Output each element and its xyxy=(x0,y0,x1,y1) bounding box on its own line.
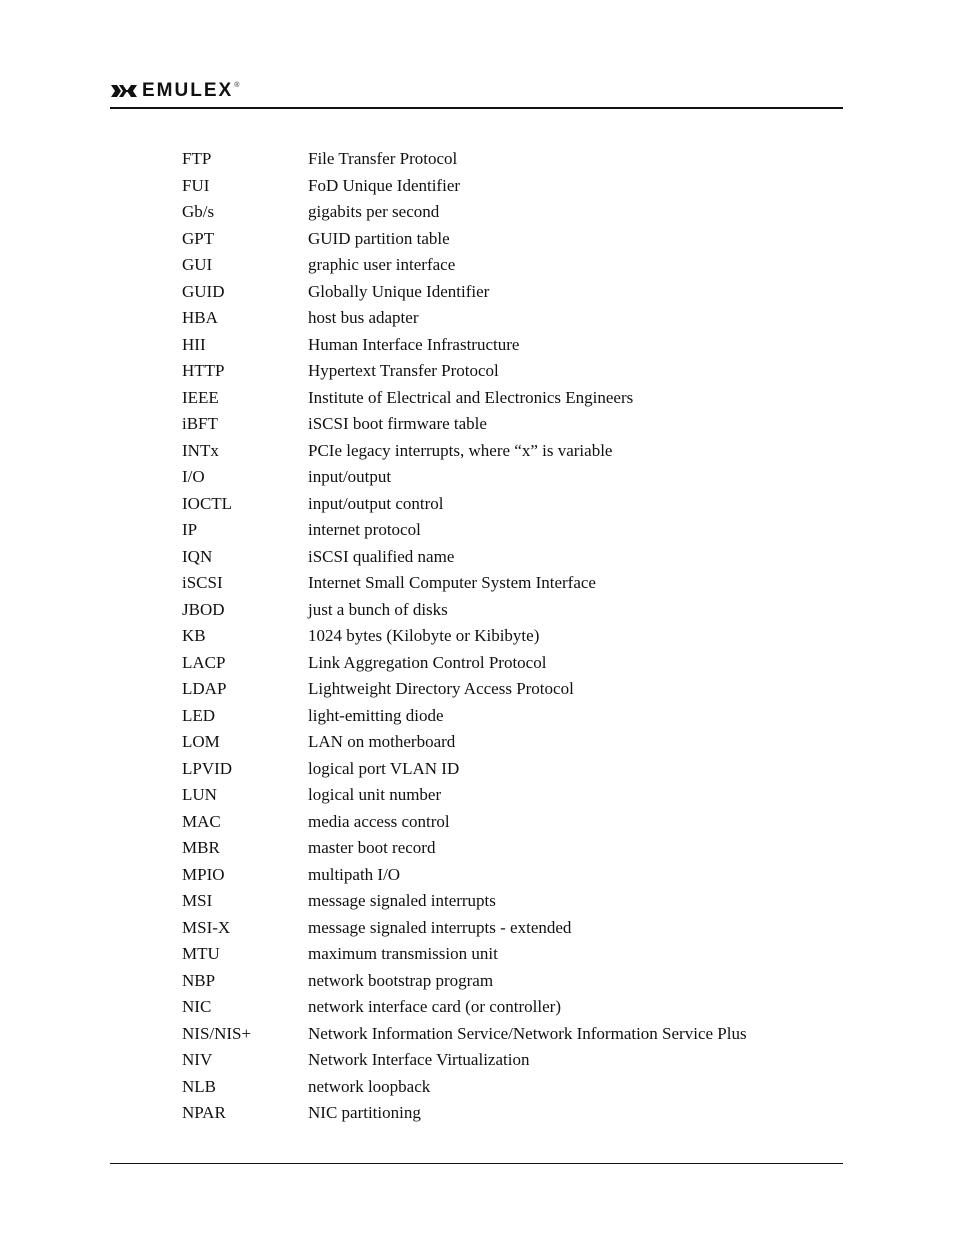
glossary-definition: GUID partition table xyxy=(308,228,450,248)
glossary-definition: network interface card (or controller) xyxy=(308,997,561,1016)
glossary-definition: Globally Unique Identifier xyxy=(308,281,490,301)
glossary-term: Gb/s xyxy=(182,202,215,221)
glossary-term: MTU xyxy=(182,944,220,963)
glossary-term: NPAR xyxy=(182,1103,226,1122)
glossary-row xyxy=(182,994,832,1021)
glossary-row xyxy=(182,809,832,836)
glossary-term: MSI-X xyxy=(182,917,231,937)
glossary-term: FUI xyxy=(182,175,210,195)
emulex-logo xyxy=(110,80,239,102)
glossary-definition: 1024 bytes (Kilobyte or Kibibyte) xyxy=(308,626,540,645)
glossary-term: IEEE xyxy=(182,387,219,407)
glossary-row xyxy=(182,597,832,624)
glossary-definition: media access control xyxy=(308,811,450,831)
glossary-term: iSCSI xyxy=(182,573,223,592)
glossary-row xyxy=(182,756,832,783)
glossary-row xyxy=(182,411,832,438)
glossary-definition: Lightweight Directory Access Protocol xyxy=(308,679,574,698)
glossary-definition: network loopback xyxy=(308,1076,431,1096)
glossary-term: HII xyxy=(182,334,206,354)
glossary-row xyxy=(182,1074,832,1101)
glossary-row xyxy=(182,1021,832,1048)
glossary-definition: gigabits per second xyxy=(308,202,440,221)
emulex-logo-text: EMULEX xyxy=(142,80,234,101)
glossary-term: NIV xyxy=(182,1050,213,1069)
glossary-term: MPIO xyxy=(182,864,225,884)
glossary-row xyxy=(182,385,832,412)
glossary-term: iBFT xyxy=(182,414,218,433)
glossary-term: LUN xyxy=(182,785,217,804)
glossary-definition: input/output control xyxy=(308,493,444,513)
glossary-definition: internet protocol xyxy=(308,520,421,539)
glossary-definition: Network Information Service/Network Information Service Plus xyxy=(308,1023,747,1043)
glossary-row xyxy=(182,279,832,306)
glossary-term: INTx xyxy=(182,440,219,460)
glossary-definition: network bootstrap program xyxy=(308,970,494,990)
glossary-term: JBOD xyxy=(182,599,225,619)
glossary-definition: light-emitting diode xyxy=(308,705,444,725)
glossary-term: IP xyxy=(182,520,198,539)
glossary-row xyxy=(182,146,832,173)
glossary-row xyxy=(182,305,832,332)
glossary-term: IOCTL xyxy=(182,493,233,513)
glossary-definition: Institute of Electrical and Electronics Engineers xyxy=(308,387,634,407)
glossary-definition: iSCSI boot firmware table xyxy=(308,414,487,433)
glossary-row xyxy=(182,650,832,677)
glossary-row xyxy=(182,173,832,200)
glossary-list xyxy=(182,146,832,1127)
glossary-term: NBP xyxy=(182,970,216,990)
glossary-definition: master boot record xyxy=(308,838,436,857)
glossary-row xyxy=(182,438,832,465)
glossary-row xyxy=(182,968,832,995)
glossary-term: LOM xyxy=(182,732,220,751)
glossary-row xyxy=(182,252,832,279)
glossary-row xyxy=(182,358,832,385)
glossary-row xyxy=(182,729,832,756)
glossary-term: NIC xyxy=(182,997,212,1016)
glossary-row xyxy=(182,544,832,571)
glossary-row xyxy=(182,517,832,544)
footer-divider xyxy=(110,1163,843,1164)
glossary-row xyxy=(182,941,832,968)
header-divider xyxy=(110,107,843,109)
glossary-term: FTP xyxy=(182,149,212,168)
glossary-definition: FoD Unique Identifier xyxy=(308,175,461,195)
glossary-definition: Hypertext Transfer Protocol xyxy=(308,361,499,380)
glossary-row xyxy=(182,1100,832,1127)
glossary-definition: PCIe legacy interrupts, where “x” is variable xyxy=(308,440,613,460)
glossary-term: HTTP xyxy=(182,361,225,380)
glossary-term: KB xyxy=(182,626,206,645)
glossary-term: NIS/NIS+ xyxy=(182,1023,252,1043)
glossary-definition: logical unit number xyxy=(308,785,442,804)
glossary-row xyxy=(182,703,832,730)
glossary-definition: Network Interface Virtualization xyxy=(308,1050,530,1069)
glossary-definition: message signaled interrupts - extended xyxy=(308,917,572,937)
glossary-definition: just a bunch of disks xyxy=(308,599,448,619)
glossary-definition: NIC partitioning xyxy=(308,1103,421,1122)
glossary-term: LPVID xyxy=(182,758,233,778)
glossary-term: MSI xyxy=(182,891,213,910)
glossary-definition: Internet Small Computer System Interface xyxy=(308,573,596,592)
glossary-term: LDAP xyxy=(182,679,227,698)
glossary-term: GPT xyxy=(182,228,215,248)
glossary-row xyxy=(182,1047,832,1074)
glossary-definition: host bus adapter xyxy=(308,308,419,327)
glossary-row xyxy=(182,226,832,253)
glossary-row xyxy=(182,915,832,942)
glossary-term: HBA xyxy=(182,308,218,327)
glossary-row xyxy=(182,199,832,226)
glossary-definition: multipath I/O xyxy=(308,864,401,884)
glossary-definition: logical port VLAN ID xyxy=(308,758,460,778)
glossary-term: LED xyxy=(182,705,216,725)
glossary-row xyxy=(182,676,832,703)
glossary-definition: graphic user interface xyxy=(308,255,456,274)
glossary-row xyxy=(182,835,832,862)
glossary-row xyxy=(182,464,832,491)
glossary-row xyxy=(182,332,832,359)
glossary-definition: File Transfer Protocol xyxy=(308,149,458,168)
trademark-symbol: ® xyxy=(234,81,240,89)
glossary-definition: maximum transmission unit xyxy=(308,944,498,963)
glossary-term: GUI xyxy=(182,255,213,274)
glossary-row xyxy=(182,491,832,518)
glossary-term: I/O xyxy=(182,467,205,486)
glossary-row xyxy=(182,782,832,809)
glossary-row xyxy=(182,862,832,889)
glossary-definition: iSCSI qualified name xyxy=(308,546,455,566)
glossary-definition: Human Interface Infrastructure xyxy=(308,334,520,354)
glossary-term: GUID xyxy=(182,281,225,301)
emulex-logo-mark-icon xyxy=(110,82,138,100)
glossary-definition: input/output xyxy=(308,467,392,486)
glossary-term: MBR xyxy=(182,838,220,857)
glossary-definition: LAN on motherboard xyxy=(308,732,456,751)
glossary-definition: message signaled interrupts xyxy=(308,891,496,910)
glossary-term: MAC xyxy=(182,811,221,831)
glossary-term: IQN xyxy=(182,546,213,566)
glossary-row xyxy=(182,570,832,597)
glossary-row xyxy=(182,623,832,650)
glossary-definition: Link Aggregation Control Protocol xyxy=(308,652,547,672)
glossary-term: NLB xyxy=(182,1076,216,1096)
glossary-term: LACP xyxy=(182,652,226,672)
page-header xyxy=(110,78,843,110)
glossary-row xyxy=(182,888,832,915)
